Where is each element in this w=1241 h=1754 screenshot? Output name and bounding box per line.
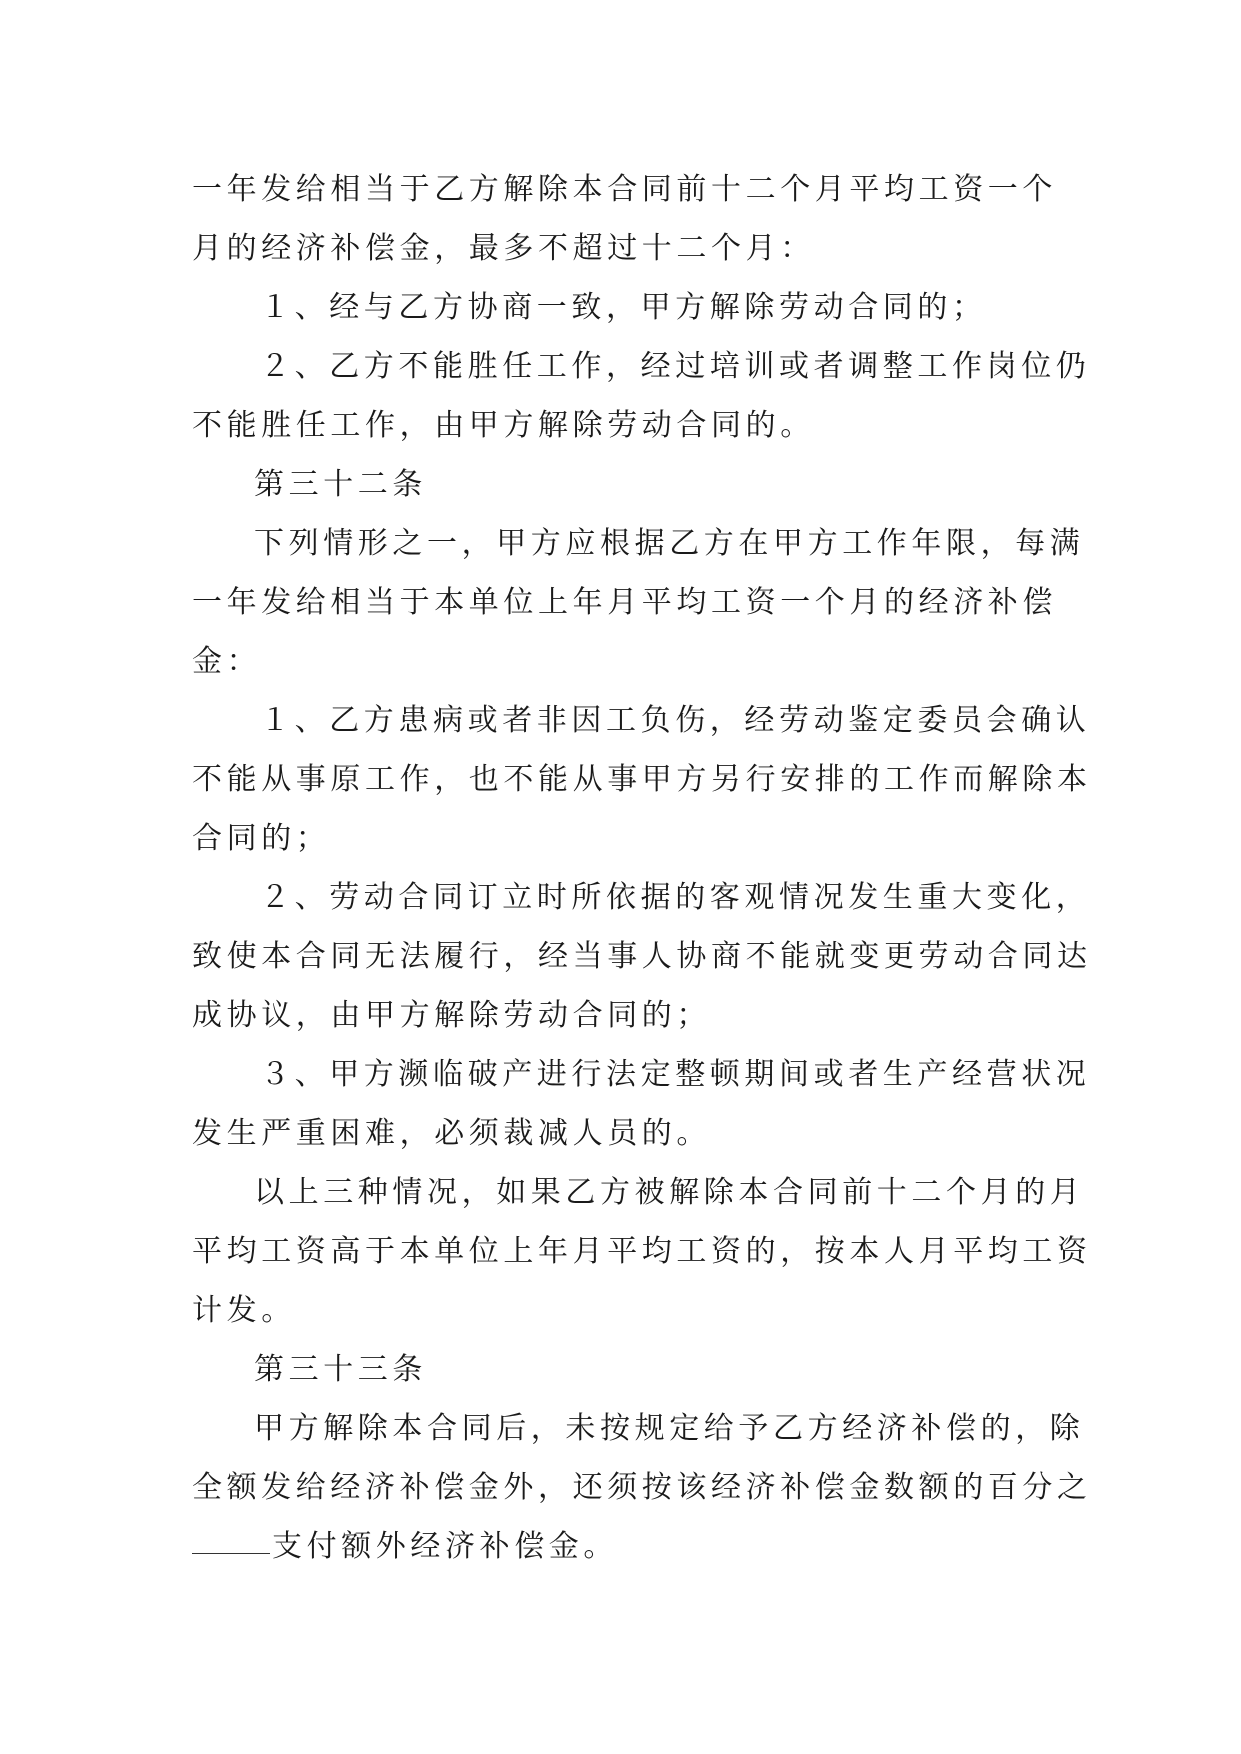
document-line: 甲方解除本合同后，未按规定给予乙方经济补偿的，除 <box>254 1411 1085 1446</box>
document-line: ２、乙方不能胜任工作，经过培训或者调整工作岗位仍 <box>260 349 1091 384</box>
document-line: 一年发给相当于本单位上年月平均工资一个月的经济补偿 <box>192 585 1057 620</box>
document-line: 计发。 <box>192 1293 296 1328</box>
document-line: 不能从事原工作，也不能从事甲方另行安排的工作而解除本 <box>192 762 1092 797</box>
document-line: ３、甲方濒临破产进行法定整顿期间或者生产经营状况 <box>260 1057 1091 1092</box>
document-line: 成协议，由甲方解除劳动合同的； <box>192 998 711 1033</box>
document-line: 下列情形之一，甲方应根据乙方在甲方工作年限，每满 <box>254 526 1085 561</box>
document-line: 不能胜任工作，由甲方解除劳动合同的。 <box>192 408 815 443</box>
document-body <box>192 160 1092 1576</box>
document-line: １、经与乙方协商一致，甲方解除劳动合同的； <box>260 290 987 325</box>
document-line: ２、劳动合同订立时所依据的客观情况发生重大变化， <box>260 880 1091 915</box>
document-line: 月的经济补偿金，最多不超过十二个月： <box>192 231 815 266</box>
last-line-text: 支付额外经济补偿金。 <box>272 1529 618 1564</box>
fill-in-blank[interactable] <box>192 1552 270 1554</box>
document-line: 第三十三条 <box>254 1352 427 1387</box>
document-line: 平均工资高于本单位上年月平均工资的，按本人月平均工资 <box>192 1234 1092 1269</box>
document-line: 合同的； <box>192 821 331 856</box>
document-line: 金： <box>192 644 262 679</box>
document-line-with-blank <box>192 1517 1062 1576</box>
document-line: 第三十二条 <box>254 467 427 502</box>
document-line: 一年发给相当于乙方解除本合同前十二个月平均工资一个 <box>192 172 1057 207</box>
document-line: 全额发给经济补偿金外，还须按该经济补偿金数额的百分之 <box>192 1470 1092 1505</box>
document-line: 以上三种情况，如果乙方被解除本合同前十二个月的月 <box>254 1175 1085 1210</box>
document-line: １、乙方患病或者非因工负伤，经劳动鉴定委员会确认 <box>260 703 1091 738</box>
document-line: 发生严重困难，必须裁减人员的。 <box>192 1116 711 1151</box>
document-line: 致使本合同无法履行，经当事人协商不能就变更劳动合同达 <box>192 939 1092 974</box>
